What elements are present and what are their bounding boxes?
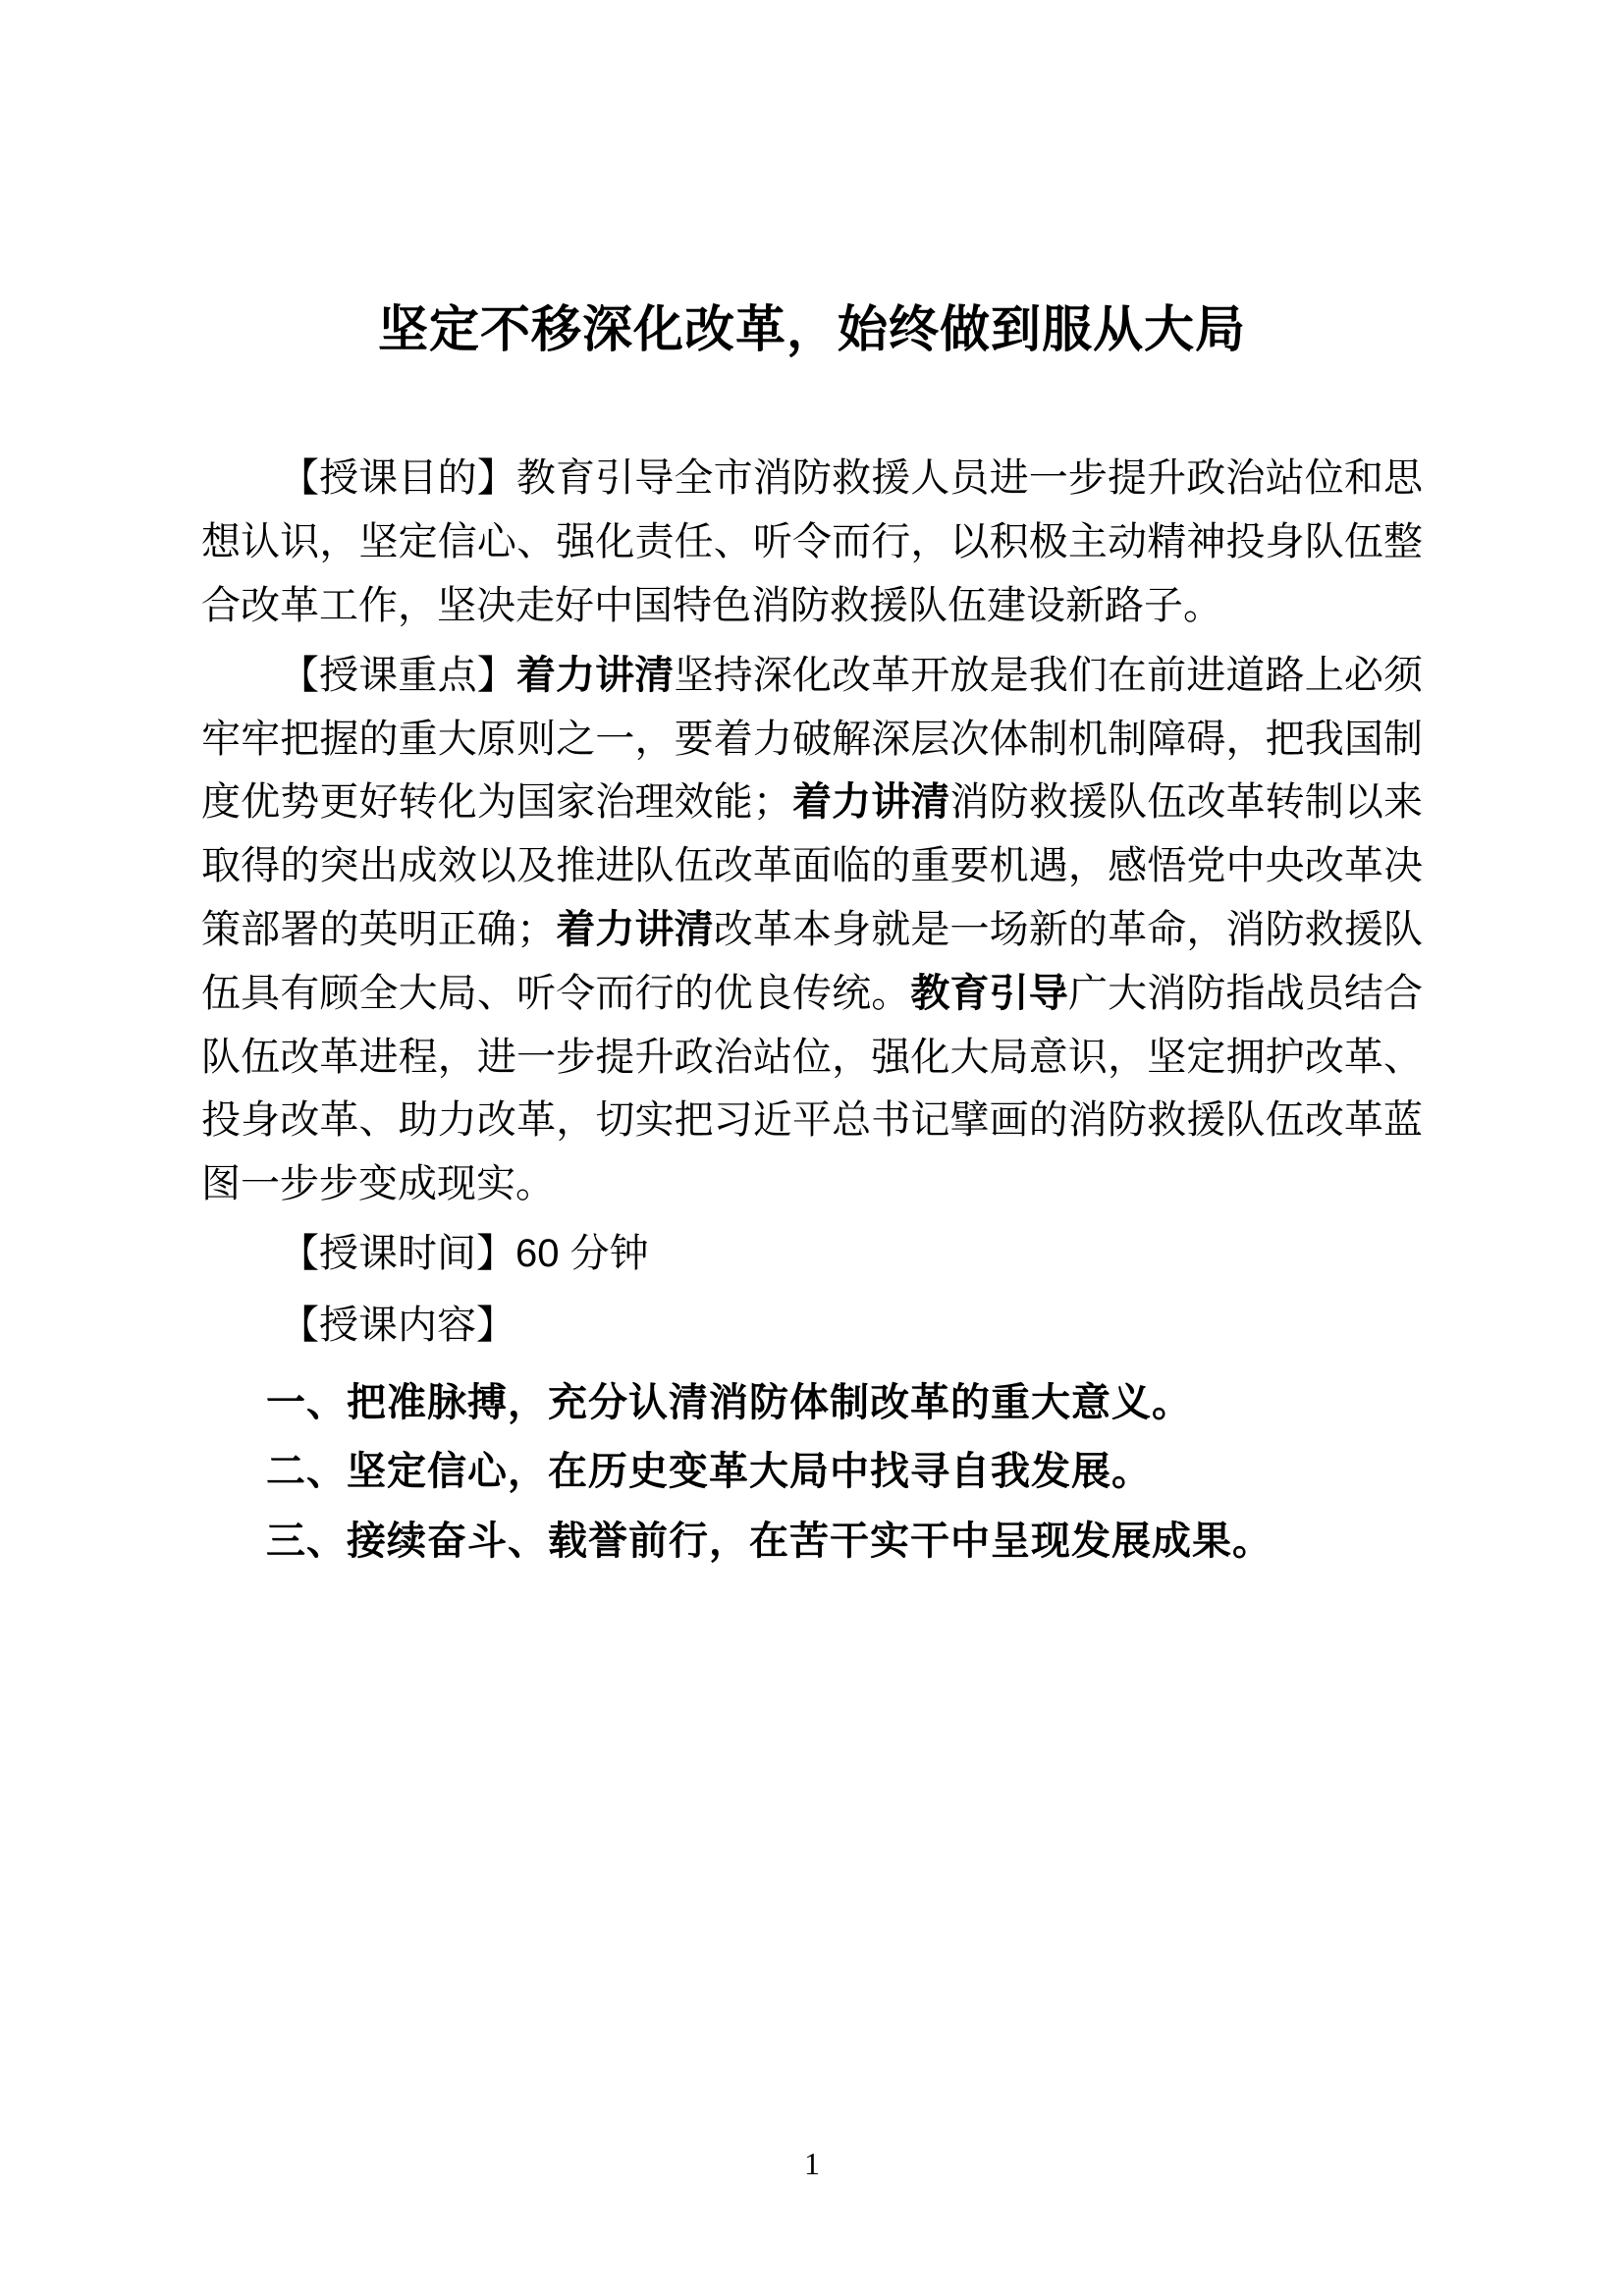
paragraph-content-label: 【授课内容】 xyxy=(280,1303,515,1347)
paragraph-time xyxy=(201,1222,1423,1286)
paragraph-purpose-text: 教育引导全市消防救援人员进一步提升政治站位和思想认识，坚定信心、强化责任、听令而行，以积极主动精神投身队伍整合改革工作，坚决走好中国特色消防救援队伍建设新路子。 xyxy=(201,456,1424,627)
page-number: 1 xyxy=(804,2146,820,2181)
paragraph-purpose-label: 【授课目的】 xyxy=(280,456,516,501)
outline-item-3: 三、接续奋斗、载誉前行，在苦干实干中呈现发展成果。 xyxy=(266,1520,1272,1564)
paragraph-focus-bold-3: 着力讲清 xyxy=(556,907,714,951)
paragraph-time-text: 60 分钟 xyxy=(515,1231,649,1275)
paragraph-focus-text-2: 消防救援队伍改革转制以来取得的突出成效以及推进队伍改革面临的重要机遇，感悟党中央改革决策部署的英明正确； xyxy=(201,780,1424,951)
paragraph-focus-bold-2: 着力讲清 xyxy=(791,780,950,825)
paragraph-purpose xyxy=(201,447,1423,637)
outline-item-1: 一、把准脉搏，充分认清消防体制改革的重大意义。 xyxy=(266,1380,1192,1424)
paragraph-focus xyxy=(201,644,1423,1216)
outline-item-2: 二、坚定信心，在历史变革大局中找寻自我发展。 xyxy=(266,1450,1152,1494)
paragraph-focus-text-4: 广大消防指战员结合队伍改革进程，进一步提升政治站位，强化大局意识，坚定拥护改革、投身改革、助力改革，切实把习近平总书记擘画的消防救援队伍改革蓝图一步步变成现实。 xyxy=(201,971,1424,1206)
outline-list xyxy=(201,1371,1423,1574)
paragraph-focus-label: 【授课重点】 xyxy=(280,653,516,697)
paragraph-time-label: 【授课时间】 xyxy=(280,1231,515,1275)
paragraph-focus-bold-4: 教育引导 xyxy=(910,971,1068,1015)
paragraph-focus-text-3: 改革本身就是一场新的革命，消防救援队伍具有顾全大局、听令而行的优良传统。 xyxy=(201,907,1424,1015)
paragraph-focus-text-1: 坚持深化改革开放是我们在前进道路上必须牢牢把握的重大原则之一，要着力破解深层次体制机制障碍，把我国制度优势更好转化为国家治理效能； xyxy=(201,653,1424,825)
paragraph-content xyxy=(201,1294,1423,1358)
paragraph-focus-bold-1: 着力讲清 xyxy=(515,653,675,697)
page-title: 坚定不移深化改革，始终做到服从大局 xyxy=(377,301,1246,357)
